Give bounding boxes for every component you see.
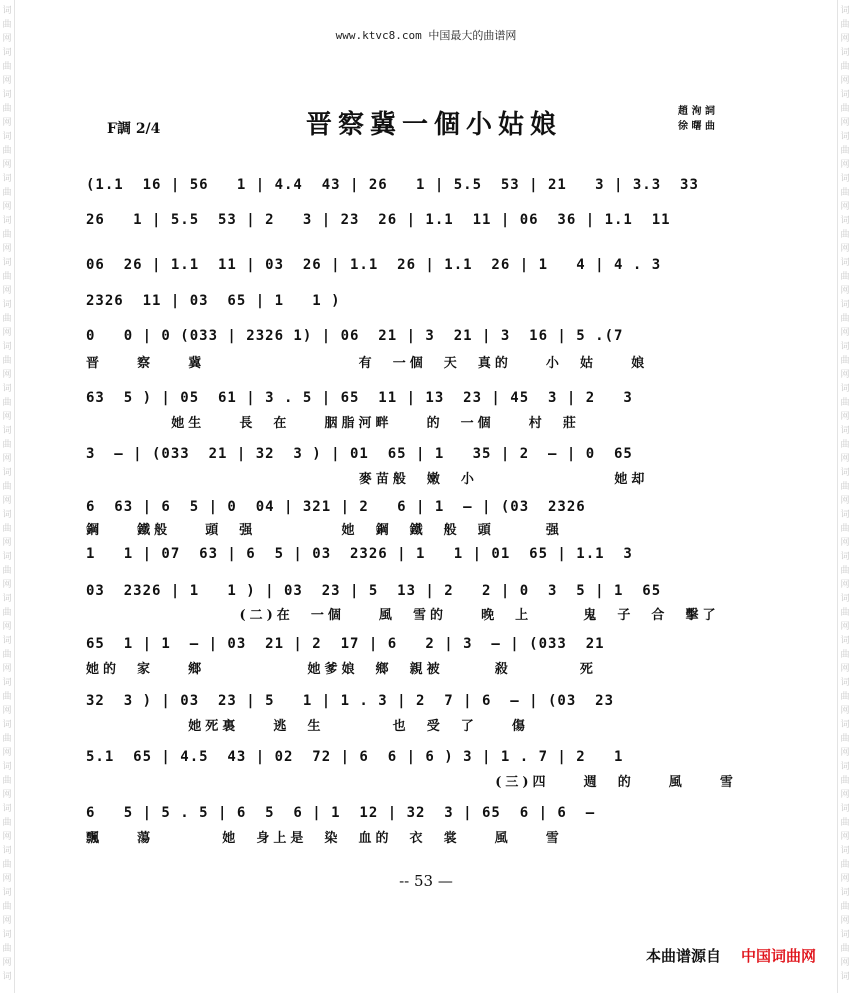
watermark-glyph: 词 [2,804,12,814]
watermark-glyph: 网 [2,664,12,674]
lyric-line: 她生 長 在 胭脂河畔 的 一個 村 莊 [86,416,580,431]
watermark-glyph: 词 [840,174,850,184]
watermark-glyph: 网 [2,160,12,170]
notation-row [86,580,776,604]
page-number: -- 53 — [399,872,453,890]
watermark-glyph: 词 [2,132,12,142]
watermark-glyph: 曲 [840,524,850,534]
watermark-glyph: 网 [2,874,12,884]
watermark-glyph: 网 [840,748,850,758]
watermark-glyph: 网 [2,118,12,128]
watermark-glyph: 词 [840,636,850,646]
watermark-glyph: 词 [840,48,850,58]
watermark-glyph: 曲 [840,104,850,114]
watermark-glyph: 网 [840,370,850,380]
watermark-glyph: 网 [840,160,850,170]
watermark-glyph: 词 [2,6,12,16]
notes: 6 5 | 5 . 5 | 6 5 6 | 1 12 | 32 3 | 65 6 | 6 — [86,805,596,821]
notation-row [86,290,776,314]
watermark-glyph: 曲 [840,860,850,870]
notes: 63 5 ) | 05 61 | 3 . 5 | 65 11 | 13 23 | 45 3 | 2 3 [86,390,633,406]
watermark-glyph: 词 [2,468,12,478]
notation-row [86,802,776,826]
watermark-glyph: 网 [2,580,12,590]
watermark-glyph: 词 [2,48,12,58]
lyricist: 趙 洵 詞 [678,106,715,117]
watermark-glyph: 网 [840,832,850,842]
watermark-glyph: 曲 [2,314,12,324]
watermark-glyph: 词 [840,426,850,436]
watermark-glyph: 网 [2,832,12,842]
watermark-glyph: 网 [2,706,12,716]
composer: 徐 曙 曲 [678,121,715,132]
watermark-glyph: 曲 [840,272,850,282]
watermark-glyph: 词 [840,300,850,310]
watermark-glyph: 曲 [840,566,850,576]
watermark-glyph: 曲 [2,860,12,870]
watermark-glyph: 网 [840,454,850,464]
watermark-glyph: 词 [840,678,850,688]
watermark-glyph: 曲 [2,692,12,702]
notes: 32 3 ) | 03 23 | 5 1 | 1 . 3 | 2 7 | 6 — | (03 23 [86,693,615,709]
watermark-glyph: 曲 [2,734,12,744]
watermark-glyph: 网 [2,790,12,800]
watermark-glyph: 曲 [840,188,850,198]
watermark-glyph: 网 [2,244,12,254]
watermark-glyph: 词 [2,216,12,226]
notes: 65 1 | 1 — | 03 21 | 2 17 | 6 2 | 3 — | (033 21 [86,636,605,652]
watermark-glyph: 网 [840,286,850,296]
watermark-glyph: 词 [840,594,850,604]
notes: 1 1 | 07 63 | 6 5 | 03 2326 | 1 1 | 01 65 | 1.1 3 [86,546,633,562]
watermark-glyph: 曲 [2,818,12,828]
watermark-glyph: 曲 [2,146,12,156]
watermark-glyph: 词 [2,930,12,940]
watermark-glyph: 网 [2,328,12,338]
watermark-glyph: 网 [2,412,12,422]
watermark-glyph: 词 [2,888,12,898]
notation-row [86,387,776,411]
watermark-glyph: 词 [2,594,12,604]
watermark-glyph: 词 [840,258,850,268]
watermark-glyph: 曲 [2,230,12,240]
watermark-glyph: 曲 [2,482,12,492]
watermark-glyph: 词 [840,510,850,520]
lyric-line: 鋼 鐵般 頭 强 她 鋼 鐵 般 頭 强 [86,523,563,538]
notation-row [86,496,776,520]
watermark-glyph: 词 [840,216,850,226]
watermark-glyph: 曲 [840,146,850,156]
watermark-glyph: 词 [840,888,850,898]
site-url[interactable]: www.ktvc8.com 中国最大的曲谱网 [335,29,517,42]
lyric-line: 晋 察 冀 有 一個 天 真的 小 姑 娘 [86,356,649,371]
watermark-glyph: 网 [840,874,850,884]
watermark-glyph: 曲 [2,272,12,282]
watermark-glyph: 词 [840,762,850,772]
watermark-glyph: 网 [840,580,850,590]
watermark-glyph: 曲 [840,818,850,828]
notes: (1.1 16 | 56 1 | 4.4 43 | 26 1 | 5.5 53 | 21 3 | 3.3 33 [86,177,699,193]
watermark-glyph: 网 [2,496,12,506]
watermark-glyph: 曲 [2,650,12,660]
watermark-glyph: 词 [2,762,12,772]
lyric-line: 她死裏 逃 生 也 受 了 傷 [86,719,529,734]
source-credit [646,945,816,966]
watermark-glyph: 词 [2,972,12,982]
watermark-glyph: 网 [2,34,12,44]
watermark-glyph: 网 [2,622,12,632]
watermark-glyph: 词 [2,846,12,856]
watermark-glyph: 词 [2,678,12,688]
watermark-glyph: 曲 [840,734,850,744]
watermark-glyph: 词 [2,258,12,268]
watermark-glyph: 词 [2,384,12,394]
watermark-glyph: 词 [840,132,850,142]
watermark-glyph: 网 [840,958,850,968]
watermark-glyph: 词 [2,720,12,730]
watermark-glyph: 词 [840,6,850,16]
notes: 06 26 | 1.1 11 | 03 26 | 1.1 26 | 1.1 26 | 1 4 | 4 . 3 [86,257,662,273]
watermark-glyph: 曲 [840,440,850,450]
notation-row [86,254,776,278]
song-title: 晋察冀一個小姑娘 [306,110,563,140]
notation-row [86,325,776,349]
watermark-glyph: 网 [2,76,12,86]
watermark-glyph: 曲 [840,398,850,408]
watermark-glyph: 网 [840,916,850,926]
watermark-glyph: 网 [840,538,850,548]
lyric-line: 飄 蕩 她 身上是 染 血的 衣 裳 風 雪 [86,831,563,846]
watermark-glyph: 网 [2,202,12,212]
watermark-glyph: 网 [840,790,850,800]
watermark-glyph: 词 [840,342,850,352]
watermark-glyph: 曲 [840,650,850,660]
watermark-glyph: 曲 [2,944,12,954]
watermark-glyph: 曲 [2,62,12,72]
watermark-glyph: 曲 [840,482,850,492]
watermark-glyph: 词 [840,846,850,856]
watermark-glyph: 曲 [2,188,12,198]
notes: 26 1 | 5.5 53 | 2 3 | 23 26 | 1.1 11 | 06 36 | 1.1 11 [86,212,671,228]
notes: 3 — | (033 21 | 32 3 ) | 01 65 | 1 35 | 2 — | 0 65 [86,446,633,462]
watermark-glyph: 网 [840,244,850,254]
watermark-glyph: 词 [2,174,12,184]
watermark-glyph: 网 [2,286,12,296]
notation-row [86,633,776,657]
notes: 6 63 | 6 5 | 0 04 | 321 | 2 6 | 1 — | (03 2326 [86,499,586,515]
notation-row [86,174,776,198]
watermark-glyph: 网 [840,202,850,212]
watermark-glyph: 曲 [840,356,850,366]
watermark-glyph: 词 [2,552,12,562]
watermark-glyph: 曲 [840,608,850,618]
notation-row [86,209,776,233]
watermark-glyph: 词 [840,804,850,814]
notation-row [86,543,776,567]
watermark-glyph: 网 [2,958,12,968]
lyric-line: 她的 家 鄉 她爹娘 鄉 親被 殺 死 [86,662,597,677]
watermark-glyph: 词 [840,552,850,562]
lyric-line: (二)在 一個 風 雪的 晚 上 鬼 子 合 擊了 [86,608,720,623]
watermark-glyph: 网 [840,118,850,128]
watermark-glyph: 曲 [2,902,12,912]
watermark-glyph: 曲 [840,62,850,72]
watermark-glyph: 网 [2,748,12,758]
watermark-glyph: 曲 [2,20,12,30]
watermark-glyph: 网 [840,664,850,674]
watermark-glyph: 曲 [2,356,12,366]
watermark-glyph: 网 [840,706,850,716]
notation-row [86,746,776,770]
notation-row [86,690,776,714]
notes: 5.1 65 | 4.5 43 | 02 72 | 6 6 | 6 ) 3 | 1 . 7 | 2 1 [86,749,624,765]
watermark-glyph: 词 [2,426,12,436]
watermark-glyph: 网 [840,412,850,422]
watermark-glyph: 网 [840,328,850,338]
watermark-glyph: 网 [2,916,12,926]
notes: 0 0 | 0 (033 | 2326 1) | 06 21 | 3 21 | 3 16 | 5 .(7 [86,328,624,344]
watermark-glyph: 曲 [2,566,12,576]
watermark-glyph: 词 [840,720,850,730]
watermark-glyph: 词 [2,636,12,646]
watermark-glyph: 词 [840,90,850,100]
watermark-glyph: 曲 [840,20,850,30]
watermark-glyph: 曲 [840,902,850,912]
watermark-glyph: 网 [840,496,850,506]
notes: 2326 11 | 03 65 | 1 1 ) [86,293,341,309]
watermark-glyph: 词 [840,930,850,940]
watermark-glyph: 网 [840,34,850,44]
key-signature: F調 2/4 [107,121,161,137]
watermark-glyph: 曲 [840,692,850,702]
watermark-glyph: 词 [2,510,12,520]
watermark-glyph: 曲 [2,776,12,786]
notes: 03 2326 | 1 1 ) | 03 23 | 5 13 | 2 2 | 0 3 5 | 1 65 [86,583,662,599]
notation-row [86,443,776,467]
watermark-glyph: 词 [2,342,12,352]
watermark-glyph: 曲 [2,398,12,408]
watermark-glyph: 曲 [2,608,12,618]
watermark-glyph: 词 [840,468,850,478]
watermark-glyph: 词 [2,300,12,310]
watermark-glyph: 曲 [840,776,850,786]
watermark-glyph: 曲 [840,944,850,954]
watermark-glyph: 网 [2,454,12,464]
lyric-line: 麥苗般 嫩 小 她却 [86,472,649,487]
watermark-glyph: 曲 [2,104,12,114]
watermark-glyph: 网 [2,538,12,548]
source-label: 本曲谱源自 [645,947,721,965]
watermark-glyph: 词 [2,90,12,100]
watermark-glyph: 曲 [840,230,850,240]
watermark-glyph: 曲 [2,524,12,534]
watermark-glyph: 网 [2,370,12,380]
watermark-glyph: 词 [840,384,850,394]
watermark-glyph: 曲 [2,440,12,450]
watermark-glyph: 网 [840,76,850,86]
source-brand-link[interactable]: 中国词曲网 [740,947,816,965]
watermark-glyph: 曲 [840,314,850,324]
watermark-glyph: 词 [840,972,850,982]
lyric-line: (三)四 週 的 風 雪 [86,775,737,790]
watermark-glyph: 网 [840,622,850,632]
